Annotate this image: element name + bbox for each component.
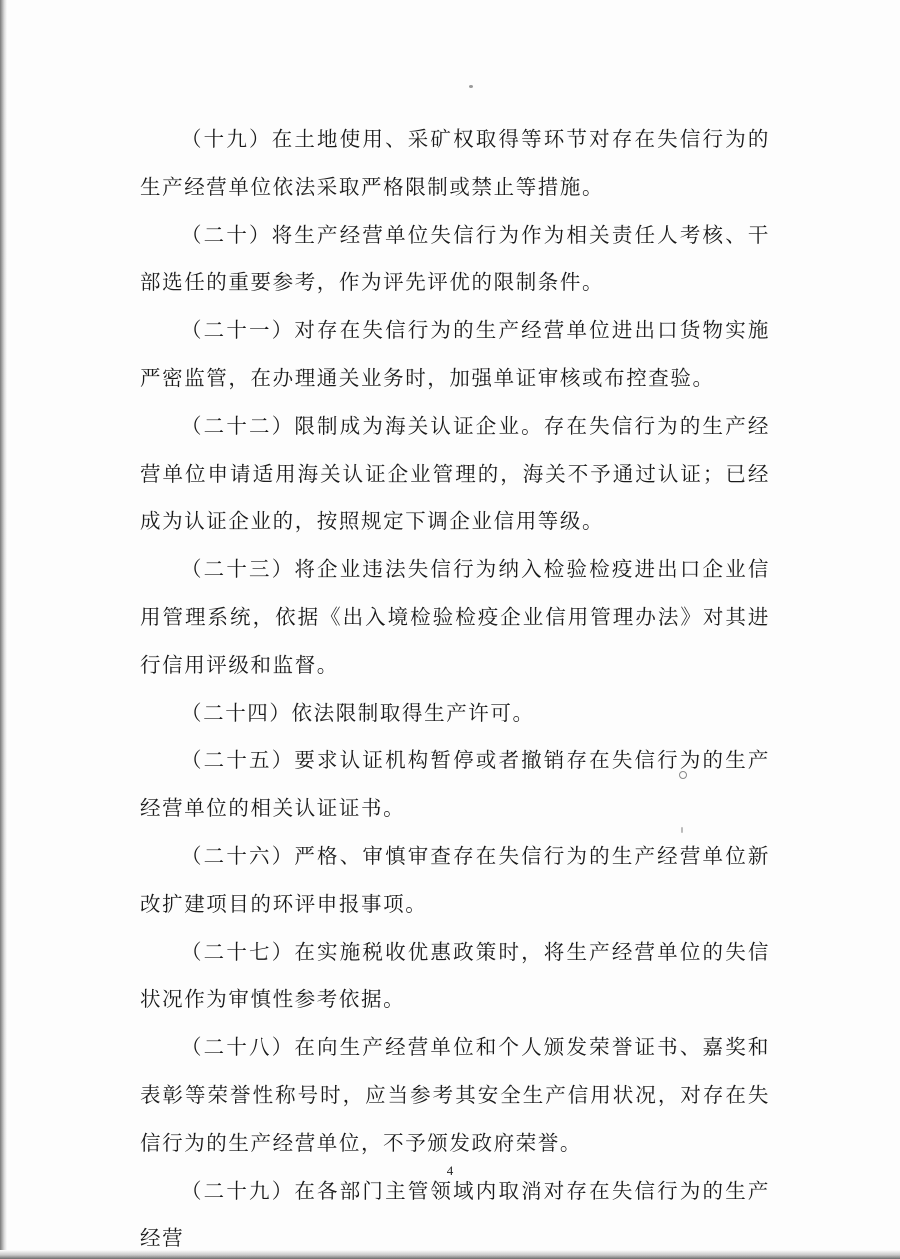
paragraph-24: （二十四）依法限制取得生产许可。: [181, 700, 535, 725]
paragraph-21: （二十一）对存在失信行为的生产经营单位进出口货物实施严密监管，在办理通关业务时，加强单证审核或布控查验。: [140, 318, 770, 390]
paragraph-26: （二十六）严格、审慎审查存在失信行为的生产经营单位新改扩建项目的环评申报事项。: [140, 843, 770, 916]
scan-left-edge: [0, 0, 7, 1259]
document-body: [140, 116, 770, 1259]
paragraph-20: （二十）将生产经营单位失信行为作为相关责任人考核、干部选任的重要参考，作为评先评优的限制条件。: [140, 222, 770, 295]
paragraph-28: （二十八）在向生产经营单位和个人颁发荣誉证书、嘉奖和表彰等荣誉性称号时，应当参考其安全生产信用状况，对存在失信行为的生产经营单位，不予颁发政府荣誉。: [140, 1035, 770, 1155]
paragraph-25: （二十五）要求认证机构暂停或者撤销存在失信行为的生产经营单位的相关认证证书。: [140, 748, 770, 821]
paragraph-22: （二十二）限制成为海关认证企业。存在失信行为的生产经营单位申请适用海关认证企业管理的，海关不予通过认证；已经成为认证企业的，按照规定下调企业信用等级。: [140, 413, 770, 534]
scan-speck: [469, 85, 473, 88]
paragraph-27: （二十七）在实施税收优惠政策时，将生产经营单位的失信状况作为审慎性参考依据。: [140, 939, 770, 1012]
paragraph-19: （十九）在土地使用、采矿权取得等环节对存在失信行为的生产经营单位依法采取严格限制或禁止等措施。: [140, 127, 770, 199]
paragraph-23: （二十三）将企业违法失信行为纳入检验检疫进出口企业信用管理系统，依据《出入境检验检疫企业信用管理办法》对其进行信用评级和监督。: [140, 557, 770, 677]
page-number: 4: [446, 1163, 454, 1178]
paragraph-29: （二十九）在各部门主管领域内取消对存在失信行为的生产经营: [140, 1178, 770, 1251]
